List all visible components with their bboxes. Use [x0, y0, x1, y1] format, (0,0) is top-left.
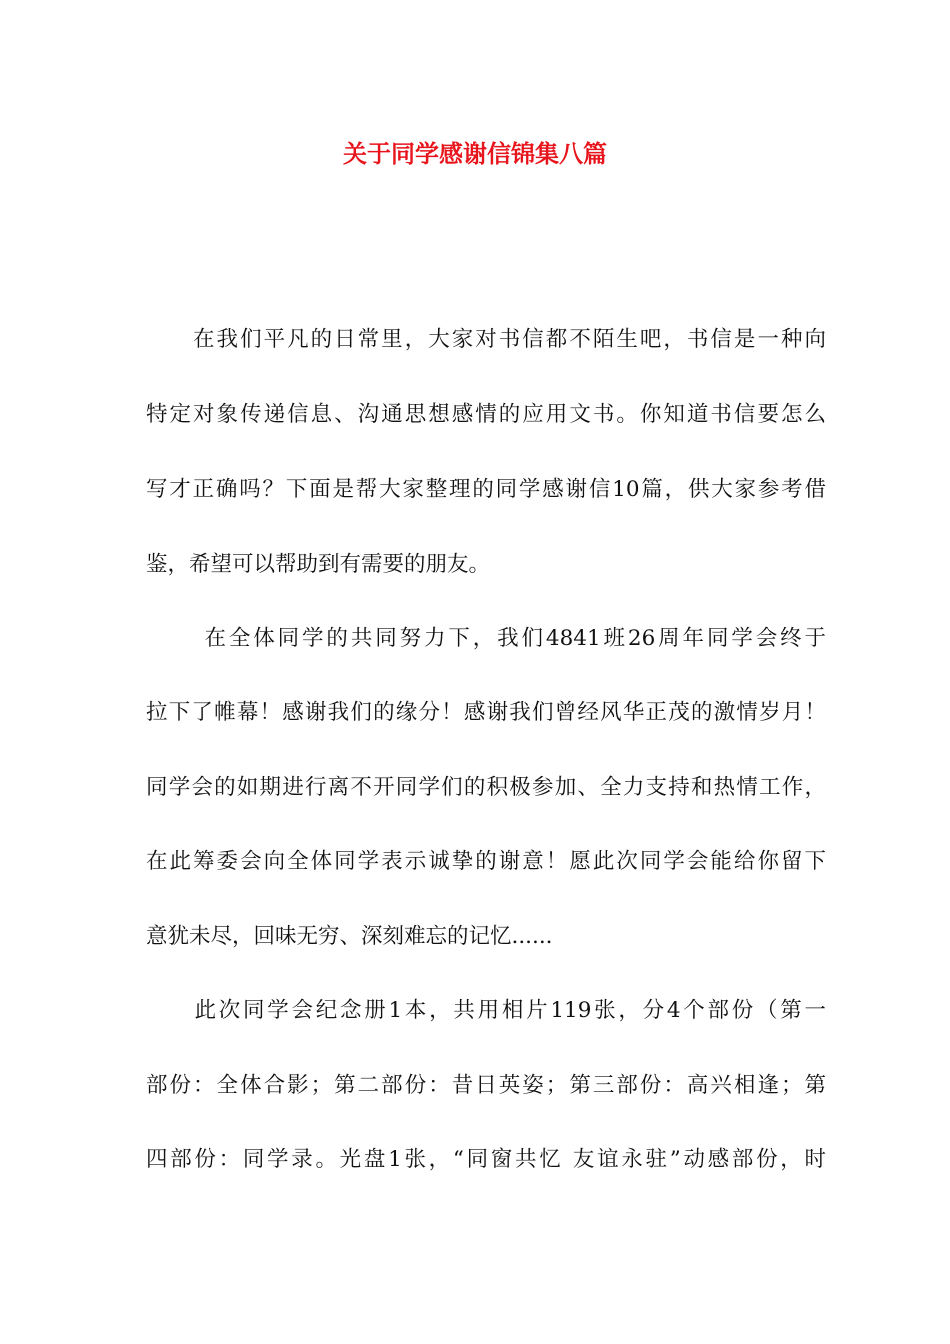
body-line-1: 在我们平凡的日常里，大家对书信都不陌生吧，书信是一种向 [146, 327, 826, 352]
body-line-8: 在此筹委会向全体同学表示诚挚的谢意！愿此次同学会能给你留下 [146, 849, 826, 874]
body-line-3: 写才正确吗？下面是帮大家整理的同学感谢信10篇，供大家参考借 [146, 477, 826, 502]
body-line-11: 部份：全体合影；第二部份：昔日英姿；第三部份：高兴相逢；第 [146, 1073, 826, 1098]
body-line-9: 意犹未尽，回味无穷、深刻难忘的记忆...... [146, 924, 553, 949]
body-line-7: 同学会的如期进行离不开同学们的积极参加、全力支持和热情工作， [146, 775, 826, 800]
body-line-4: 鉴，希望可以帮助到有需要的朋友。 [146, 552, 491, 577]
document-title: 关于同学感谢信锦集八篇 [343, 140, 607, 168]
body-line-5: 在全体同学的共同努力下，我们4841班26周年同学会终于 [146, 626, 826, 651]
body-line-6: 拉下了帷幕！感谢我们的缘分！感谢我们曾经风华正茂的激情岁月！ [146, 700, 826, 725]
body-line-10: 此次同学会纪念册1本，共用相片119张，分4个部份（第一 [146, 998, 826, 1023]
body-line-12: 四部份：同学录。光盘1张，“同窗共忆 友谊永驻”动感部份，时 [146, 1147, 826, 1172]
body-line-2: 特定对象传递信息、沟通思想感情的应用文书。你知道书信要怎么 [146, 402, 826, 427]
